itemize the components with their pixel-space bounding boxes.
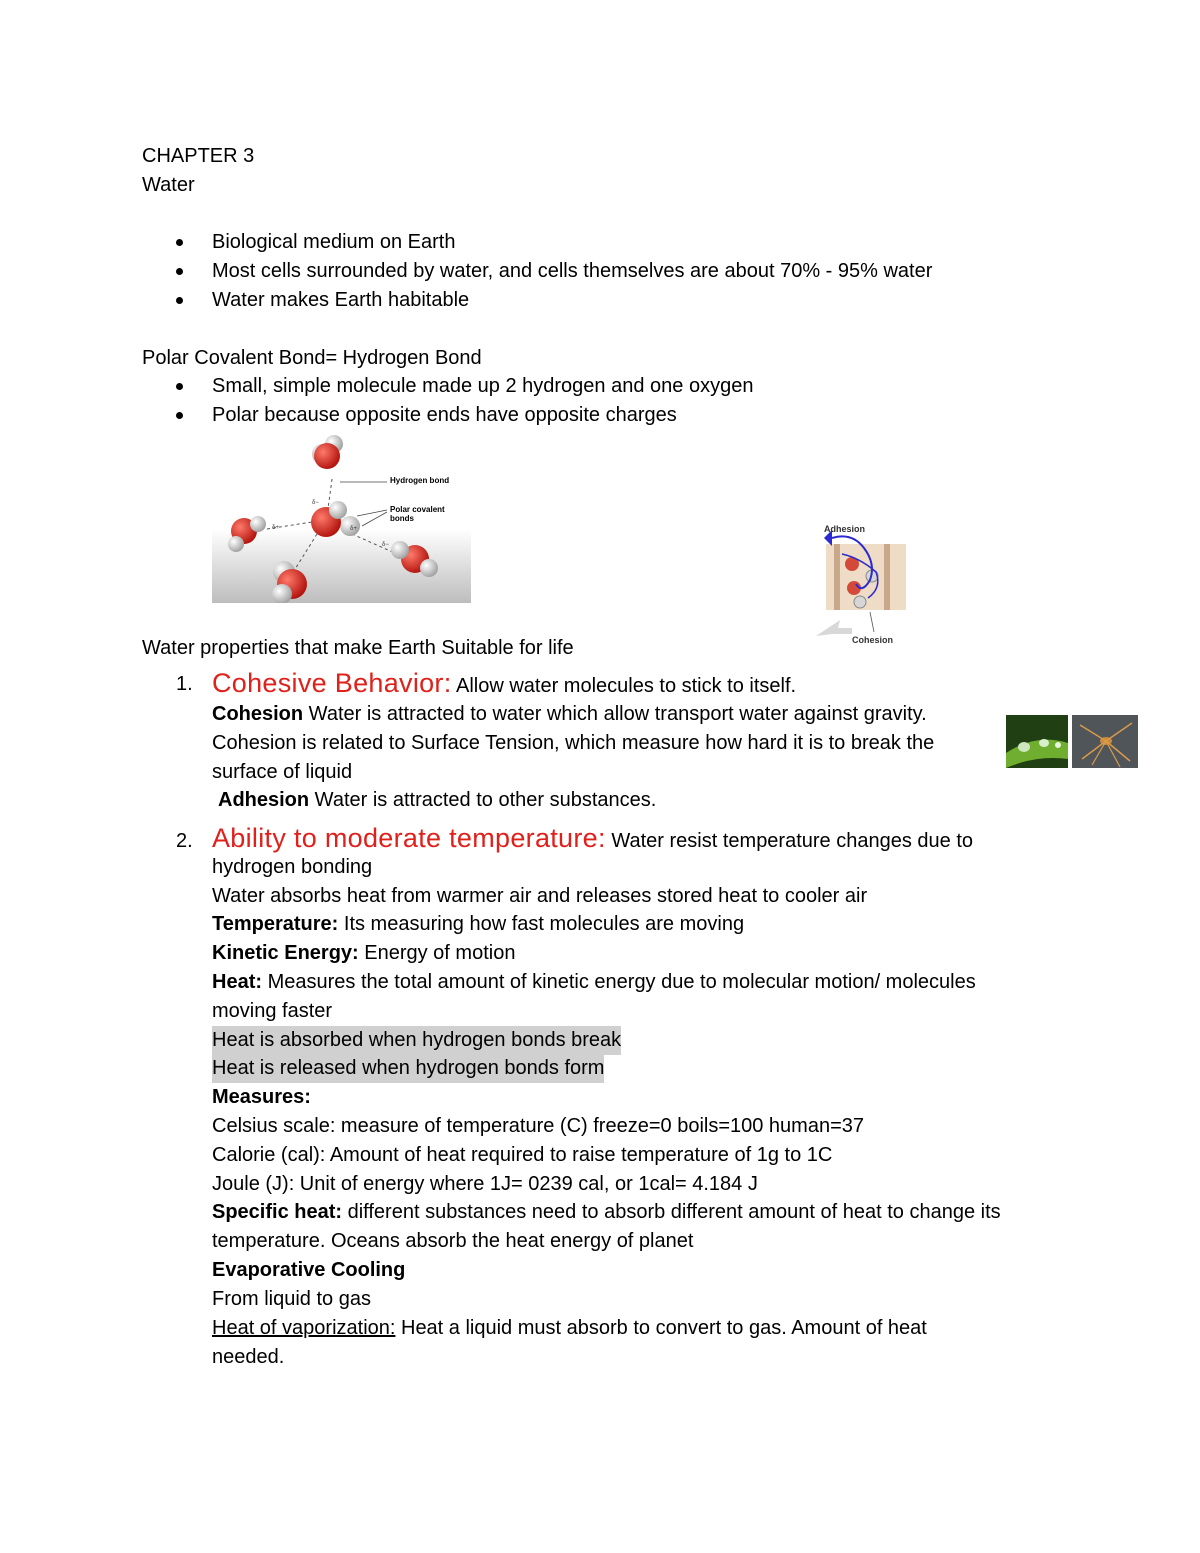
- adhesion-line: [218, 786, 656, 815]
- adhesion-label: Adhesion: [824, 524, 866, 534]
- specific-heat-cont: temperature. Oceans absorb the heat energy of planet: [212, 1230, 694, 1252]
- temperature-term: Temperature:: [212, 913, 339, 935]
- adhesion-cohesion-figure: [812, 524, 924, 646]
- joule-line: Joule (J): Unit of energy where 1J= 0239 cal, or 1cal= 4.184 J: [212, 1173, 758, 1195]
- water-strider-photo: [1072, 715, 1138, 768]
- evaporative-cooling-heading: Evaporative Cooling: [212, 1259, 406, 1281]
- measures-heading: Measures:: [212, 1086, 311, 1108]
- temperature-text: Its measuring how fast molecules are moving: [338, 913, 745, 935]
- absorbs-heat-line: Water absorbs heat from warmer air and releases stored heat to cooler air: [212, 885, 868, 907]
- specific-heat-term: Specific heat:: [212, 1201, 343, 1223]
- capillary-illustration: [812, 524, 924, 646]
- bullet-dot: [176, 297, 183, 304]
- svg-text:δ+: δ+: [272, 525, 279, 531]
- specific-heat-line: [212, 1198, 1001, 1227]
- water-droplet-photo: [1006, 715, 1068, 768]
- cohesive-behavior-line: [212, 665, 796, 704]
- calorie-line: Calorie (cal): Amount of heat required to raise temperature of 1g to 1C: [212, 1144, 833, 1166]
- temperature-line: [212, 910, 744, 939]
- intro-bullet: Biological medium on Earth: [212, 231, 456, 253]
- leaf-droplet-image: [1006, 715, 1068, 768]
- adhesion-term: Adhesion: [218, 789, 310, 811]
- highlight-absorbed: Heat is absorbed when hydrogen bonds break: [212, 1026, 621, 1055]
- chapter-heading: CHAPTER 3: [142, 145, 255, 167]
- water-strider-image: [1072, 715, 1138, 768]
- bullet-dot: [176, 268, 183, 275]
- svg-text:δ+: δ+: [350, 526, 357, 532]
- cohesion-text: Water is attracted to water which allow transport water against gravity.: [303, 703, 927, 725]
- heat-term: Heat:: [212, 971, 263, 993]
- polar-bullet: Small, simple molecule made up 2 hydrogen and one oxygen: [212, 375, 754, 397]
- water-molecule-figure: [212, 434, 471, 603]
- cohesion-label: Cohesion: [852, 635, 894, 645]
- celsius-line: Celsius scale: measure of temperature (C) freeze=0 boils=100 human=37: [212, 1115, 865, 1137]
- heat-of-vaporization-cont: needed.: [212, 1346, 285, 1368]
- heat-cont: moving faster: [212, 1000, 333, 1022]
- bullet-dot: [176, 383, 183, 390]
- topic-heading: Water: [142, 174, 195, 196]
- hydrogen-bond-label: Hydrogen bond: [390, 476, 450, 485]
- bullet-dot: [176, 239, 183, 246]
- hydrogen-bonding-cont: hydrogen bonding: [212, 856, 373, 878]
- intro-bullet: Water makes Earth habitable: [212, 289, 470, 311]
- list-number: 1.: [176, 673, 193, 695]
- kinetic-energy-line: [212, 939, 515, 968]
- svg-text:δ−: δ−: [382, 542, 389, 548]
- heat-of-vaporization-text: Heat a liquid must absorb to convert to gas. Amount of heat: [395, 1317, 927, 1339]
- cohesive-behavior-title: Cohesive Behavior:: [212, 668, 452, 698]
- bullet-dot: [176, 412, 183, 419]
- cohesive-behavior-desc: Allow water molecules to stick to itself.: [451, 675, 797, 697]
- adhesion-text: Water is attracted to other substances.: [309, 789, 657, 811]
- intro-bullet: Most cells surrounded by water, and cells themselves are about 70% - 95% water: [212, 260, 933, 282]
- polar-title: Polar Covalent Bond= Hydrogen Bond: [142, 347, 482, 369]
- list-number: 2.: [176, 830, 193, 852]
- polar-bullet: Polar because opposite ends have opposite charges: [212, 404, 677, 426]
- polar-covalent-label: Polar covalent bonds: [390, 505, 445, 523]
- liquid-to-gas-line: From liquid to gas: [212, 1288, 371, 1310]
- heat-of-vaporization-line: [212, 1314, 927, 1343]
- svg-text:δ−: δ−: [312, 500, 319, 506]
- heat-line: [212, 968, 976, 997]
- properties-title: Water properties that make Earth Suitable for life: [142, 637, 574, 659]
- kinetic-energy-term: Kinetic Energy:: [212, 942, 359, 964]
- heat-of-vaporization-term: Heat of vaporization:: [212, 1317, 396, 1339]
- specific-heat-text: different substances need to absorb different amount of heat to change its: [342, 1201, 1001, 1223]
- highlight-released: Heat is released when hydrogen bonds form: [212, 1054, 604, 1083]
- surface-tension-line: Cohesion is related to Surface Tension, which measure how hard it is to break the: [212, 732, 935, 754]
- moderate-temperature-desc: Water resist temperature changes due to: [605, 830, 974, 852]
- cohesion-line: [212, 700, 927, 729]
- moderate-temperature-title: Ability to moderate temperature:: [212, 823, 606, 853]
- kinetic-energy-text: Energy of motion: [358, 942, 516, 964]
- heat-text: Measures the total amount of kinetic energy due to molecular motion/ molecules: [262, 971, 976, 993]
- cohesion-term: Cohesion: [212, 703, 304, 725]
- surface-tension-cont: surface of liquid: [212, 761, 353, 783]
